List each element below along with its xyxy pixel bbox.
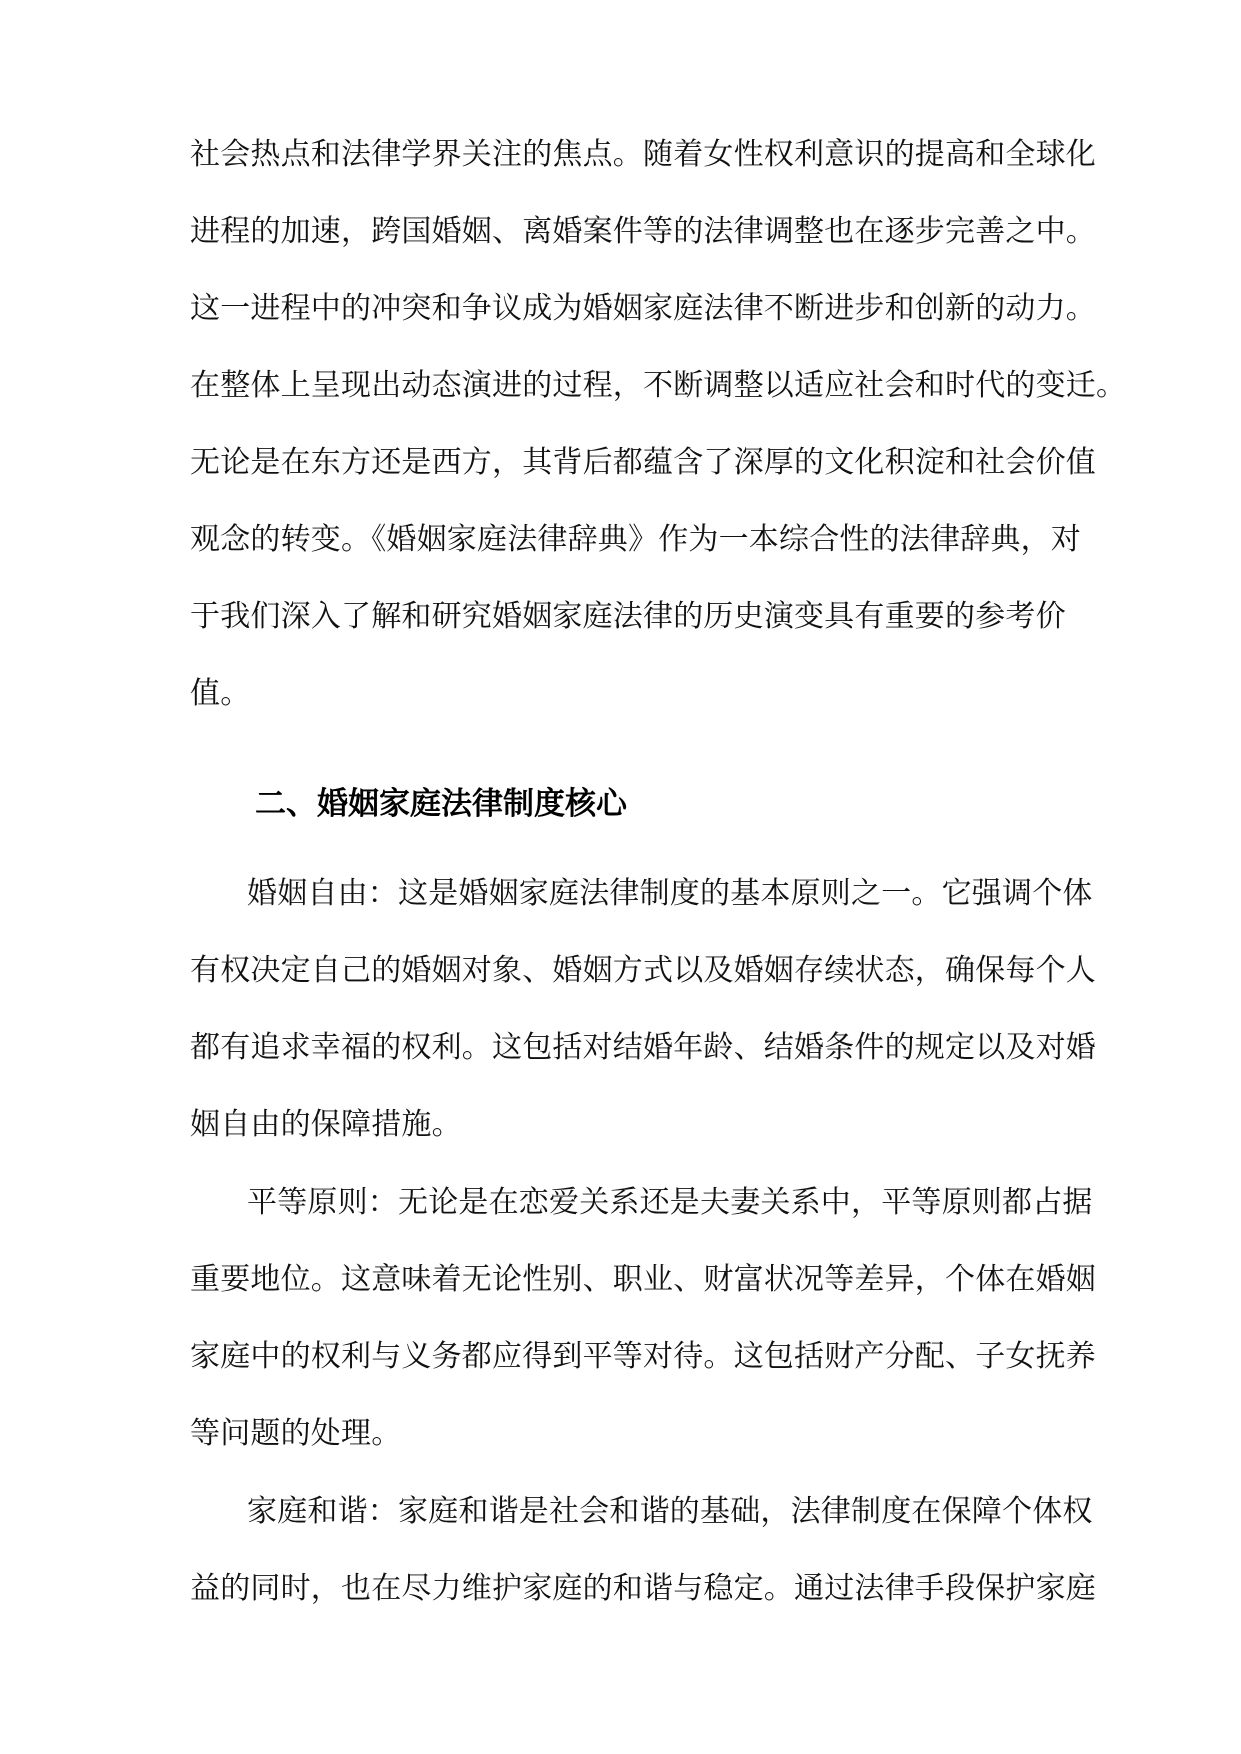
text-line: 益的同时，也在尽力维护家庭的和谐与稳定。通过法律手段保护家庭 — [190, 1571, 1096, 1606]
text-line: 等问题的处理。 — [190, 1416, 402, 1451]
text-line: 有权决定自己的婚姻对象、婚姻方式以及婚姻存续状态，确保每个人 — [190, 953, 1096, 988]
text-line: 社会热点和法律学界关注的焦点。随着女性权利意识的提高和全球化 — [190, 137, 1096, 172]
text-line: 于我们深入了解和研究婚姻家庭法律的历史演变具有重要的参考价 — [190, 599, 1066, 634]
text-line: 姻自由的保障措施。 — [190, 1107, 462, 1142]
text-line: 无论是在东方还是西方，其背后都蕴含了深厚的文化积淀和社会价值 — [190, 445, 1096, 480]
text-line: 重要地位。这意味着无论性别、职业、财富状况等差异，个体在婚姻 — [190, 1262, 1096, 1297]
text-line: 婚姻自由：这是婚姻家庭法律制度的基本原则之一。它强调个体 — [247, 876, 1093, 911]
text-line: 这一进程中的冲突和争议成为婚姻家庭法律不断进步和创新的动力。 — [190, 291, 1096, 326]
section-heading: 二、婚姻家庭法律制度核心 — [255, 786, 627, 822]
text-line: 家庭和谐：家庭和谐是社会和谐的基础，法律制度在保障个体权 — [247, 1494, 1093, 1529]
text-line: 家庭中的权利与义务都应得到平等对待。这包括财产分配、子女抚养 — [190, 1339, 1096, 1374]
text-line: 平等原则：无论是在恋爱关系还是夫妻关系中，平等原则都占据 — [247, 1185, 1093, 1220]
text-line: 观念的转变。《婚姻家庭法律辞典》作为一本综合性的法律辞典，对 — [190, 522, 1081, 557]
text-line: 值。 — [190, 676, 251, 711]
text-line: 进程的加速，跨国婚姻、离婚案件等的法律调整也在逐步完善之中。 — [190, 214, 1096, 249]
text-line: 都有追求幸福的权利。这包括对结婚年龄、结婚条件的规定以及对婚 — [190, 1030, 1096, 1065]
text-line: 在整体上呈现出动态演进的过程，不断调整以适应社会和时代的变迁。 — [190, 368, 1127, 403]
